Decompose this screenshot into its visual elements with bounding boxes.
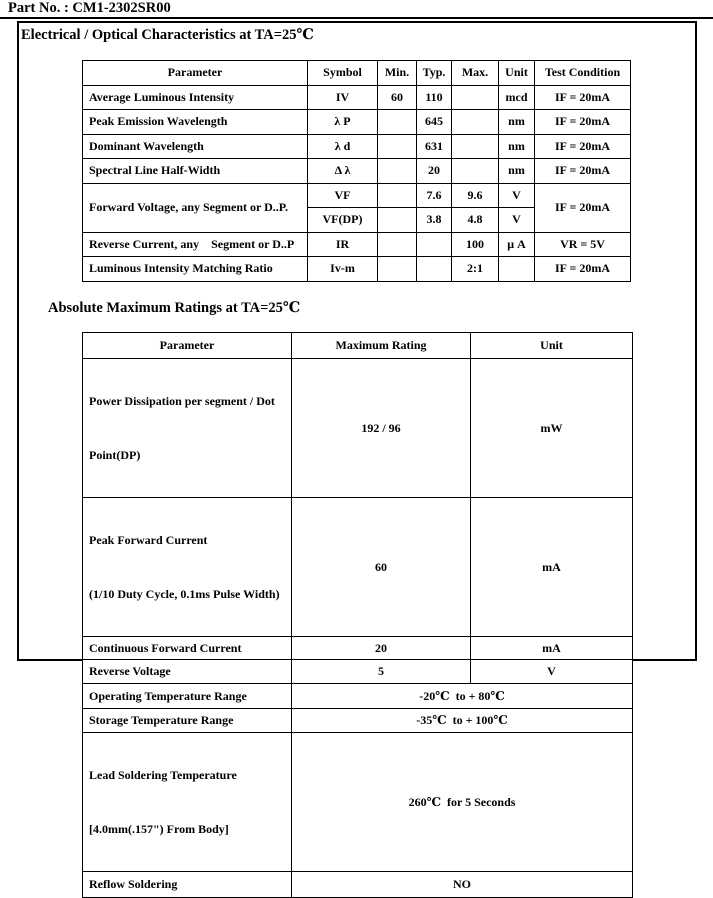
parameter-line: Point(DP) <box>89 448 141 462</box>
cell-typ <box>417 232 452 257</box>
cell-max: 100 <box>452 232 499 257</box>
col-header-maximum-rating: Maximum Rating <box>292 333 471 359</box>
cell-parameter: Average Luminous Intensity <box>83 85 308 110</box>
cell-symbol: VF <box>308 183 378 208</box>
col-header-test-condition: Test Condition <box>535 61 631 86</box>
cell-test-condition: IF = 20mA <box>535 110 631 135</box>
col-header-unit: Unit <box>499 61 535 86</box>
cell-unit: μ A <box>499 232 535 257</box>
cell-symbol: Δ λ <box>308 159 378 184</box>
col-header-parameter: Parameter <box>83 333 292 359</box>
cell-parameter: Spectral Line Half-Width <box>83 159 308 184</box>
cell-max: 2:1 <box>452 257 499 282</box>
cell-symbol: Iv-m <box>308 257 378 282</box>
cell-parameter: Continuous Forward Current <box>83 637 292 660</box>
electrical-section-title: Electrical / Optical Characteristics at TA=25℃ <box>21 27 314 43</box>
cell-symbol: λ d <box>308 134 378 159</box>
cell-max <box>452 159 499 184</box>
cell-unit: nm <box>499 134 535 159</box>
cell-unit: nm <box>499 159 535 184</box>
header-rule <box>0 17 713 19</box>
cell-max <box>452 110 499 135</box>
cell-parameter <box>83 359 292 498</box>
cell-unit: mW <box>471 359 633 498</box>
table-row <box>83 85 631 110</box>
cell-maximum-rating: 260℃ for 5 Seconds <box>292 733 633 872</box>
cell-typ: 645 <box>417 110 452 135</box>
cell-parameter: Dominant Wavelength <box>83 134 308 159</box>
table-row <box>83 733 633 872</box>
cell-max: 4.8 <box>452 208 499 233</box>
cell-min <box>378 134 417 159</box>
cell-parameter <box>83 733 292 872</box>
cell-test-condition: IF = 20mA <box>535 85 631 110</box>
table-row <box>83 232 631 257</box>
table-row <box>83 660 633 684</box>
col-header-typ: Typ. <box>417 61 452 86</box>
parameter-line: Power Dissipation per segment / Dot <box>89 394 275 408</box>
cell-max <box>452 85 499 110</box>
cell-parameter <box>83 498 292 637</box>
cell-test-condition: IF = 20mA <box>535 134 631 159</box>
cell-min <box>378 232 417 257</box>
cell-test-condition: IF = 20mA <box>535 159 631 184</box>
col-header-min: Min. <box>378 61 417 86</box>
absolute-section-title: Absolute Maximum Ratings at TA=25℃ <box>48 300 301 316</box>
cell-typ: 110 <box>417 85 452 110</box>
col-header-unit: Unit <box>471 333 633 359</box>
cell-max: 9.6 <box>452 183 499 208</box>
col-header-parameter: Parameter <box>83 61 308 86</box>
cell-min <box>378 110 417 135</box>
cell-typ <box>417 257 452 282</box>
cell-max <box>452 134 499 159</box>
cell-min <box>378 257 417 282</box>
table-row <box>83 637 633 660</box>
cell-parameter: Reverse Voltage <box>83 660 292 684</box>
col-header-symbol: Symbol <box>308 61 378 86</box>
cell-test-condition: VR = 5V <box>535 232 631 257</box>
cell-test-condition: IF = 20mA <box>535 257 631 282</box>
cell-symbol: λ P <box>308 110 378 135</box>
table-header-row <box>83 61 631 86</box>
cell-maximum-rating: -20℃ to + 80℃ <box>292 684 633 709</box>
cell-symbol: VF(DP) <box>308 208 378 233</box>
parameter-line: Peak Forward Current <box>89 533 208 547</box>
table-row <box>83 498 633 637</box>
cell-parameter: Operating Temperature Range <box>83 684 292 709</box>
parameter-line: (1/10 Duty Cycle, 0.1ms Pulse Width) <box>89 587 280 601</box>
cell-unit: nm <box>499 110 535 135</box>
cell-typ: 3.8 <box>417 208 452 233</box>
table-row <box>83 110 631 135</box>
absolute-maximum-ratings-table <box>82 332 633 898</box>
part-number: Part No. : CM1-2302SR00 <box>8 0 171 16</box>
table-header-row <box>83 333 633 359</box>
cell-unit: mcd <box>499 85 535 110</box>
cell-unit: V <box>499 208 535 233</box>
table-row <box>83 183 631 208</box>
cell-unit: mA <box>471 637 633 660</box>
cell-maximum-rating: 20 <box>292 637 471 660</box>
cell-parameter: Luminous Intensity Matching Ratio <box>83 257 308 282</box>
cell-parameter: Peak Emission Wavelength <box>83 110 308 135</box>
cell-min <box>378 183 417 208</box>
cell-symbol: IR <box>308 232 378 257</box>
parameter-line: Lead Soldering Temperature <box>89 768 237 782</box>
table-row <box>83 257 631 282</box>
cell-min: 60 <box>378 85 417 110</box>
cell-unit: V <box>499 183 535 208</box>
cell-unit: mA <box>471 498 633 637</box>
table-row <box>83 872 633 898</box>
cell-min <box>378 208 417 233</box>
cell-typ: 20 <box>417 159 452 184</box>
cell-parameter: Reverse Current, any Segment or D..P <box>83 232 308 257</box>
cell-maximum-rating: 192 / 96 <box>292 359 471 498</box>
cell-maximum-rating: 60 <box>292 498 471 637</box>
cell-test-condition: IF = 20mA <box>535 183 631 232</box>
cell-maximum-rating: 5 <box>292 660 471 684</box>
cell-parameter: Reflow Soldering <box>83 872 292 898</box>
table-row <box>83 684 633 709</box>
cell-min <box>378 159 417 184</box>
table-row <box>83 709 633 733</box>
parameter-line: [4.0mm(.157") From Body] <box>89 822 229 836</box>
cell-unit: V <box>471 660 633 684</box>
cell-typ: 7.6 <box>417 183 452 208</box>
cell-parameter: Forward Voltage, any Segment or D..P. <box>83 183 308 232</box>
cell-maximum-rating: -35℃ to + 100℃ <box>292 709 633 733</box>
table-row <box>83 134 631 159</box>
table-row <box>83 159 631 184</box>
col-header-max: Max. <box>452 61 499 86</box>
cell-symbol: IV <box>308 85 378 110</box>
cell-unit <box>499 257 535 282</box>
cell-parameter: Storage Temperature Range <box>83 709 292 733</box>
cell-maximum-rating: NO <box>292 872 633 898</box>
table-row <box>83 359 633 498</box>
cell-typ: 631 <box>417 134 452 159</box>
electrical-table <box>82 60 631 282</box>
